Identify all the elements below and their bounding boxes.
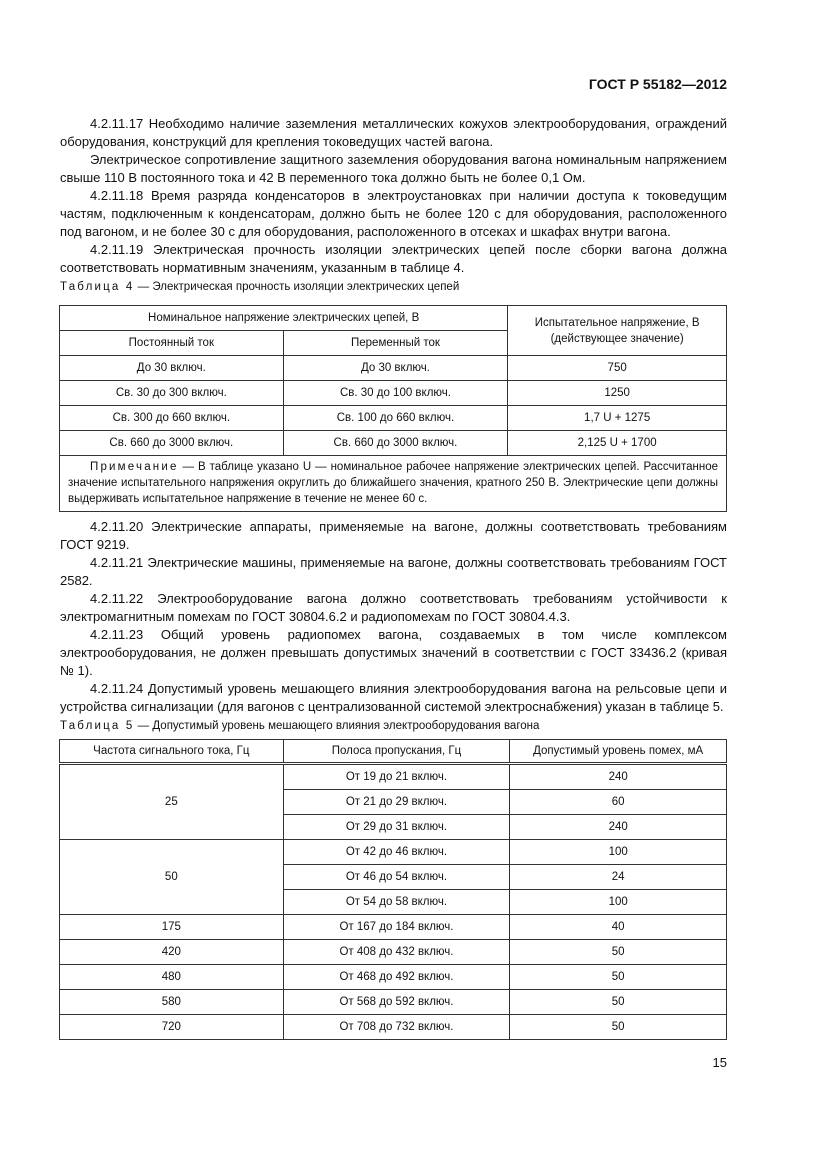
table5-cell-level: 100 [510, 840, 727, 865]
table4-header-group: Номинальное напряжение электрических цепей, В [60, 306, 508, 331]
table4-caption-label: Таблица 4 [60, 281, 135, 293]
table5-header-band: Полоса пропускания, Гц [283, 740, 510, 764]
table5-cell-band: От 408 до 432 включ. [283, 940, 510, 965]
table4-cell-test: 1250 [508, 381, 727, 406]
table5-cell-freq: 420 [60, 940, 284, 965]
table4-note-label: Примечание [90, 461, 179, 473]
table-row [60, 990, 727, 1015]
page-number: 15 [712, 1055, 727, 1070]
paragraph-4-2-11-19: 4.2.11.19 Электрическая прочность изоляции электрических цепей после сборки вагона должна соответствовать нормативным значениям, указанным в таблице 4. [60, 242, 727, 275]
table5-cell-band: От 167 до 184 включ. [283, 915, 510, 940]
table4 [59, 305, 727, 512]
table5-cell-level: 100 [510, 890, 727, 915]
table-row [60, 1015, 727, 1040]
table5-cell-level: 50 [510, 940, 727, 965]
table5-caption-text: — Допустимый уровень мешающего влияния электрооборудования вагона [134, 720, 540, 732]
table5-cell-level: 40 [510, 915, 727, 940]
document-id-header: ГОСТ Р 55182—2012 [588, 76, 727, 92]
table4-header-dc: Постоянный ток [60, 331, 284, 356]
table5-cell-freq: 580 [60, 990, 284, 1015]
table5-cell-band: От 29 до 31 включ. [283, 815, 510, 840]
table-row [60, 840, 727, 865]
table4-header-test: Испытательное напряжение, В (действующее значение) [508, 306, 727, 356]
table4-cell-test: 750 [508, 356, 727, 381]
table4-cell-test: 1,7 U + 1275 [508, 406, 727, 431]
table4-note-text: — В таблице указано U — номинальное рабочее напряжение электрических цепей. Рассчитанное значение испытательного напряжения округлить до ближайшего значения, кратного 250 В. Электрические цепи должны выдерживать испытательное напряжение в течение не менее 60 с. [68, 461, 718, 505]
paragraphs-top [60, 115, 727, 277]
table5-cell-level: 50 [510, 965, 727, 990]
table5-cell-freq: 480 [60, 965, 284, 990]
table5-cell-band: От 468 до 492 включ. [283, 965, 510, 990]
table4-cell-dc: Св. 30 до 300 включ. [60, 381, 284, 406]
paragraph-4-2-11-22: 4.2.11.22 Электрооборудование вагона должно соответствовать требованиям устойчивости к электромагнитным помехам по ГОСТ 30804.6.2 и радиопомехам по ГОСТ 30804.4.3. [60, 591, 727, 624]
table-row [60, 915, 727, 940]
table5-cell-band: От 708 до 732 включ. [283, 1015, 510, 1040]
table4-caption [60, 281, 459, 293]
table-row [60, 406, 727, 431]
paragraph-4-2-11-23: 4.2.11.23 Общий уровень радиопомех вагона, создаваемых в том числе комплексом электрооборудования, не должен превышать допустимых значений в соответствии с ГОСТ 33436.2 (кривая № 1). [60, 627, 727, 678]
table5-cell-band: От 54 до 58 включ. [283, 890, 510, 915]
table-row [60, 965, 727, 990]
table5-cell-level: 240 [510, 764, 727, 790]
paragraph-4-2-11-17: 4.2.11.17 Необходимо наличие заземления металлических кожухов электрооборудования, ограждений оборудования, конструкций для крепления токоведущих частей вагона. [60, 116, 727, 149]
table5-cell-level: 60 [510, 790, 727, 815]
paragraph-4-2-11-20: 4.2.11.20 Электрические аппараты, применяемые на вагоне, должны соответствовать требованиям ГОСТ 9219. [60, 519, 727, 552]
table5-cell-freq: 720 [60, 1015, 284, 1040]
table4-cell-test: 2,125 U + 1700 [508, 431, 727, 456]
table5-cell-freq: 175 [60, 915, 284, 940]
table5 [59, 739, 727, 1040]
table4-cell-dc: Св. 660 до 3000 включ. [60, 431, 284, 456]
table5-cell-band: От 21 до 29 включ. [283, 790, 510, 815]
table5-cell-band: От 568 до 592 включ. [283, 990, 510, 1015]
table4-cell-dc: До 30 включ. [60, 356, 284, 381]
table-row [60, 356, 727, 381]
table5-cell-freq: 25 [60, 764, 284, 840]
paragraph-grounding-resistance: Электрическое сопротивление защитного заземления оборудования вагона номинальным напряжением свыше 110 В постоянного тока и 42 В переменного тока должно быть не более 0,1 Ом. [60, 152, 727, 185]
table4-caption-text: — Электрическая прочность изоляции электрических цепей [134, 281, 460, 293]
table-row [60, 381, 727, 406]
table5-cell-band: От 19 до 21 включ. [283, 764, 510, 790]
table5-cell-level: 24 [510, 865, 727, 890]
table-row [60, 940, 727, 965]
table5-header-level: Допустимый уровень помех, мА [510, 740, 727, 764]
table5-cell-level: 50 [510, 1015, 727, 1040]
paragraph-4-2-11-21: 4.2.11.21 Электрические машины, применяемые на вагоне, должны соответствовать требованиям ГОСТ 2582. [60, 555, 727, 588]
paragraph-4-2-11-18: 4.2.11.18 Время разряда конденсаторов в электроустановках при наличии доступа к токоведущим частям, подключенным к конденсаторам, должно быть не более 120 с для оборудования, расположенного под вагоном, и не более 30 с для оборудования, расположенного в отсеках и шкафах внутри вагона. [60, 188, 727, 239]
table4-cell-ac: Св. 660 до 3000 включ. [283, 431, 508, 456]
table4-note [60, 456, 727, 512]
table4-cell-ac: Св. 100 до 660 включ. [283, 406, 508, 431]
table4-cell-dc: Св. 300 до 660 включ. [60, 406, 284, 431]
table5-cell-level: 50 [510, 990, 727, 1015]
table-row [60, 764, 727, 790]
paragraph-4-2-11-24: 4.2.11.24 Допустимый уровень мешающего влияния электрооборудования вагона на рельсовые цепи и устройства сигнализации (для вагонов с централизованной системой электроснабжения) указан в таблице 5. [60, 681, 727, 714]
table5-cell-band: От 42 до 46 включ. [283, 840, 510, 865]
table5-caption-label: Таблица 5 [60, 720, 135, 732]
table4-cell-ac: До 30 включ. [283, 356, 508, 381]
table4-cell-ac: Св. 30 до 100 включ. [283, 381, 508, 406]
table-row [60, 431, 727, 456]
table4-header-ac: Переменный ток [283, 331, 508, 356]
table5-cell-band: От 46 до 54 включ. [283, 865, 510, 890]
table5-header-freq: Частота сигнального тока, Гц [60, 740, 284, 764]
paragraphs-mid [60, 518, 727, 716]
table5-cell-freq: 50 [60, 840, 284, 915]
table5-cell-level: 240 [510, 815, 727, 840]
table5-caption [60, 720, 539, 732]
